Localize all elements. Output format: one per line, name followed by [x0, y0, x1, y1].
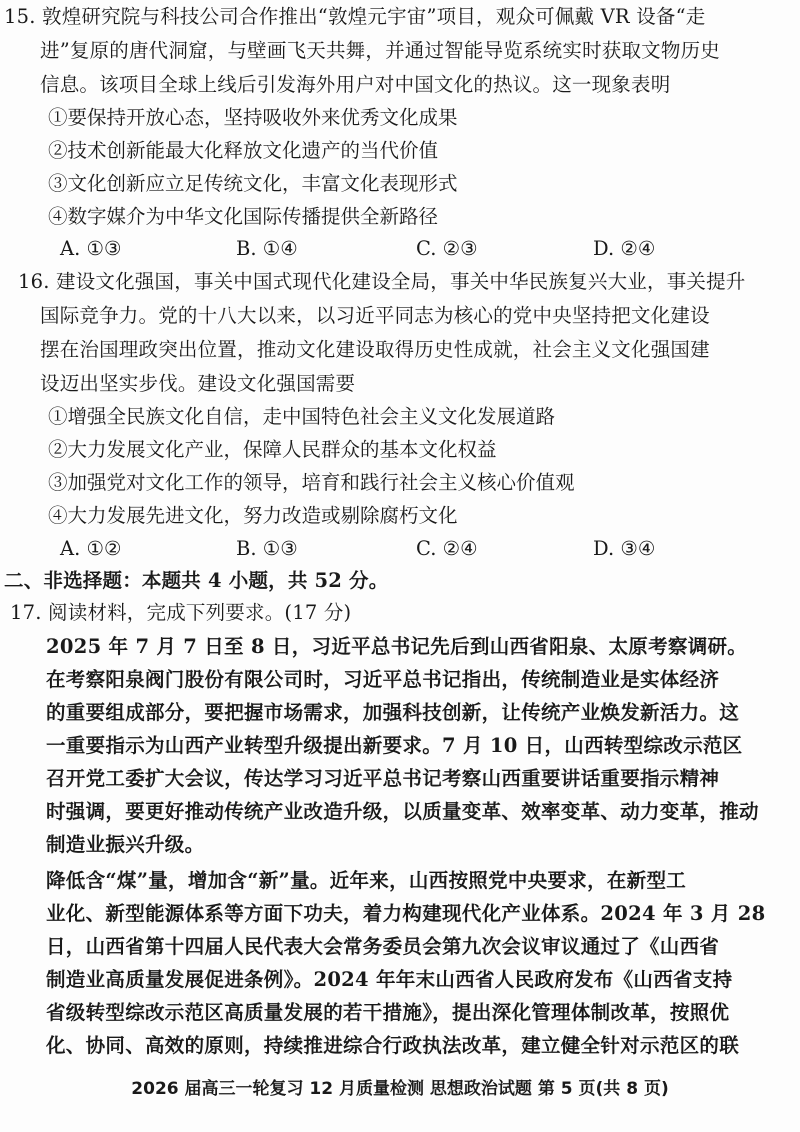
q15-stem-line-2: 进”复原的唐代洞窟，与壁画飞天共舞，并通过智能导览系统实时获取文物历史	[40, 39, 720, 62]
q16-stem-line-1: 16. 建设文化强国，事关中国式现代化建设全局，事关中华民族复兴大业，事关提升	[18, 270, 746, 293]
q17-para2-line-1: 降低含“煤”量，增加含“新”量。近年来，山西按照党中央要求，在新型工	[46, 869, 687, 892]
section-2-heading: 二、非选择题：本题共 4 小题，共 52 分。	[4, 569, 389, 592]
q17-para2-line-6: 化、协同、高效的原则，持续推进综合行政执法改革，建立健全针对示范区的联	[46, 1034, 740, 1057]
q15-stem-line-3: 信息。该项目全球上线后引发海外用户对中国文化的热议。这一现象表明	[40, 73, 671, 96]
q15-choice-d: D. ②④	[593, 237, 656, 260]
q17-para1-line-3: 的重要组成部分，要把握市场需求，加强科技创新，让传统产业焕发新活力。这	[46, 701, 740, 724]
q16-stem-line-4: 设迈出坚实步伐。建设文化强国需要	[40, 372, 356, 395]
q15-item-3: ③文化创新应立足传统文化，丰富文化表现形式	[48, 172, 458, 195]
q15-item-2: ②技术创新能最大化释放文化遗产的当代价值	[48, 139, 439, 162]
page-footer: 2026 届高三一轮复习 12 月质量检测 思想政治试题 第 5 页(共 8 页)	[131, 1079, 669, 1099]
q17-para1-line-6: 时强调，要更好推动传统产业改造升级，以质量变革、效率变革、动力变革，推动	[46, 800, 759, 823]
q16-stem-line-2: 国际竞争力。党的十八大以来，以习近平同志为核心的党中央坚持把文化建设	[40, 304, 710, 327]
q17-para1-line-2: 在考察阳泉阀门股份有限公司时，习近平总书记指出，传统制造业是实体经济	[46, 668, 720, 691]
q17-para1-line-5: 召开党工委扩大会议，传达学习习近平总书记考察山西重要讲话重要指示精神	[46, 767, 720, 790]
q17-para1-line-1: 2025 年 7 月 7 日至 8 日，习近平总书记先后到山西省阳泉、太原考察调研。	[46, 635, 748, 658]
q16-choice-a: A. ①②	[60, 537, 122, 560]
q15-item-4: ④数字媒介为中华文化国际传播提供全新路径	[48, 205, 439, 228]
q17-para1-line-7: 制造业振兴升级。	[46, 833, 205, 856]
q16-item-2: ②大力发展文化产业，保障人民群众的基本文化权益	[48, 438, 497, 461]
q17-para2-line-2: 业化、新型能源体系等方面下功夫，着力构建现代化产业体系。2024 年 3 月 28	[46, 902, 766, 925]
q15-choice-a: A. ①③	[60, 237, 122, 260]
q15-choice-b: B. ①④	[236, 237, 298, 260]
q16-stem-line-3: 摆在治国理政突出位置，推动文化建设取得历史性成就，社会主义文化强国建	[40, 338, 710, 361]
q15-choice-c: C. ②③	[416, 237, 478, 260]
q16-item-1: ①增强全民族文化自信，走中国特色社会主义文化发展道路	[48, 405, 556, 428]
q17-para1-line-4: 一重要指示为山西产业转型升级提出新要求。7 月 10 日，山西转型综改示范区	[46, 734, 743, 757]
q17-para2-line-4: 制造业高质量发展促进条例》。2024 年年末山西省人民政府发布《山西省支持	[46, 968, 733, 991]
q17-para2-line-5: 省级转型综改示范区高质量发展的若干措施》，提出深化管理体制改革，按照优	[46, 1001, 730, 1024]
q17-para2-line-3: 日，山西省第十四届人民代表大会常务委员会第九次会议审议通过了《山西省	[46, 935, 720, 958]
q16-choice-c: C. ②④	[416, 537, 478, 560]
q16-item-3: ③加强党对文化工作的领导，培育和践行社会主义核心价值观	[48, 471, 575, 494]
q15-item-1: ①要保持开放心态，坚持吸收外来优秀文化成果	[48, 106, 458, 129]
q16-choice-b: B. ①③	[236, 537, 298, 560]
q16-choice-d: D. ③④	[593, 537, 656, 560]
q17-heading: 17. 阅读材料，完成下列要求。(17 分)	[10, 601, 352, 624]
q15-stem-line-1: 15. 敦煌研究院与科技公司合作推出“敦煌元宇宙”项目，观众可佩戴 VR 设备“走	[4, 5, 706, 28]
q16-item-4: ④大力发展先进文化，努力改造或剔除腐朽文化	[48, 504, 458, 527]
